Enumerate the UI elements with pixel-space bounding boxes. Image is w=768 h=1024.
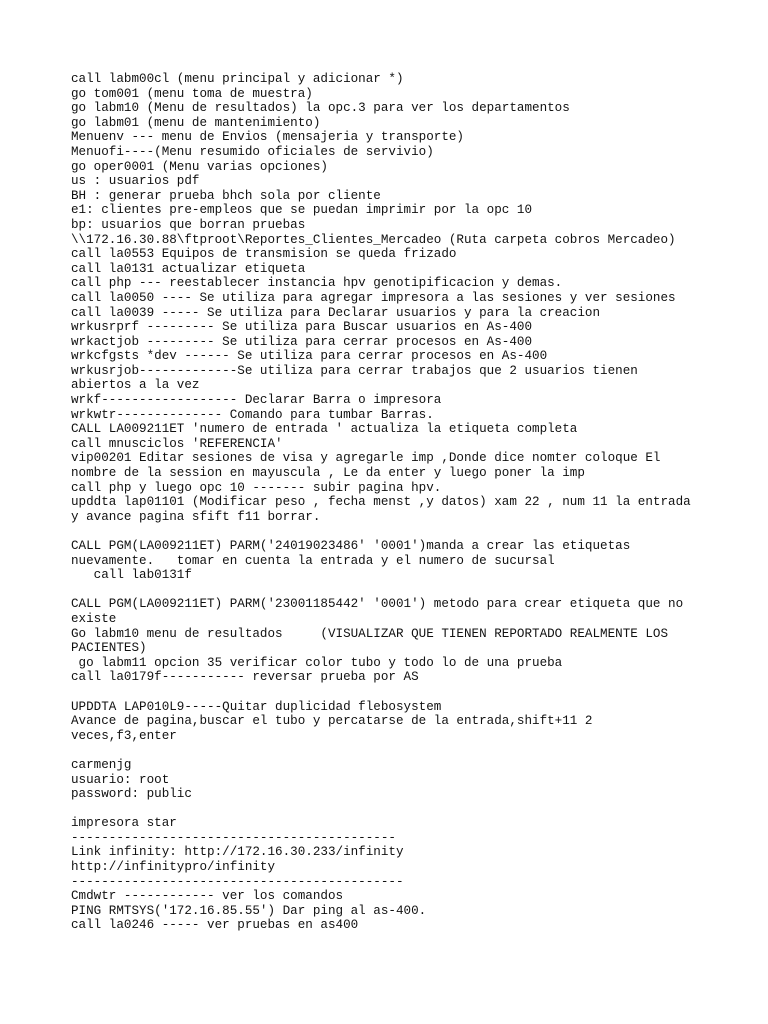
- text-line: PACIENTES): [71, 641, 147, 656]
- text-line: nombre de la session en mayuscula , Le da enter y luego poner la imp: [71, 466, 585, 481]
- text-line: go oper0001 (Menu varias opciones): [71, 159, 328, 174]
- text-line: call mnusciclos 'REFERENCIA': [71, 436, 283, 451]
- text-line: wrkf------------------ Declarar Barra o impresora: [71, 393, 442, 408]
- text-line: Avance de pagina,buscar el tubo y percatarse de la entrada,shift+11 2: [71, 714, 593, 729]
- text-line: CALL LA009211ET 'numero de entrada ' actualiza la etiqueta completa: [71, 422, 578, 437]
- document-page: [71, 72, 751, 933]
- text-line: veces,f3,enter: [71, 728, 177, 743]
- text-line: CALL PGM(LA009211ET) PARM('24019023486' '0001')manda a crear las etiquetas: [71, 539, 631, 553]
- separator-line: --------------------------------------------: [71, 874, 404, 889]
- text-line: existe: [71, 611, 117, 626]
- text-line: wrkactjob --------- Se utiliza para cerrar procesos en As-400: [71, 334, 533, 349]
- text-line: \\172.16.30.88\ftproot\Reportes_Clientes_Mercadeo (Ruta carpeta cobros Mercadeo): [71, 232, 676, 247]
- text-line: call la0246 ----- ver pruebas en as400: [71, 918, 359, 933]
- text-line: bp: usuarios que borran pruebas: [71, 217, 306, 232]
- text-line: call la0179f----------- reversar prueba por AS: [71, 670, 419, 685]
- text-line: call la0050 ---- Se utiliza para agregar impresora a las sesiones y ver sesiones: [71, 290, 676, 305]
- text-line: call php --- reestablecer instancia hpv genotipificacion y demas.: [71, 276, 563, 291]
- text-line: call php y luego opc 10 ------- subir pagina hpv.: [71, 480, 442, 495]
- blank-line: [71, 583, 751, 598]
- blank-line: [71, 524, 751, 539]
- blank-line: [71, 802, 751, 817]
- text-line: wrkusrprf --------- Se utiliza para Buscar usuarios en As-400: [71, 320, 533, 335]
- text-line: go labm10 (Menu de resultados) la opc.3 para ver los departamentos: [71, 101, 570, 116]
- text-line: go tom001 (menu toma de muestra): [71, 86, 313, 101]
- text-line: Link infinity: http://172.16.30.233/infinity: [71, 845, 404, 860]
- text-line: vip00201 Editar sesiones de visa y agregarle imp ,Donde dice nomter coloque El: [71, 451, 661, 466]
- text-line: wrkusrjob-------------Se utiliza para cerrar trabajos que 2 usuarios tienen: [71, 363, 638, 378]
- text-line: usuario: root: [71, 772, 170, 787]
- text-line: call labm00cl (menu principal y adicionar *): [71, 72, 404, 86]
- text-line: call la0553 Equipos de transmision se queda frizado: [71, 247, 457, 262]
- text-line: call la0039 ----- Se utiliza para Declarar usuarios y para la creacion: [71, 305, 601, 320]
- separator-line: -------------------------------------------: [71, 830, 396, 845]
- text-line: impresora star: [71, 816, 177, 831]
- text-line: wrkcfgsts *dev ------ Se utiliza para cerrar procesos en As-400: [71, 349, 548, 364]
- text-line: Menuofi----(Menu resumido oficiales de servivio): [71, 144, 434, 159]
- text-line: abiertos a la vez: [71, 378, 200, 393]
- text-line: Menuenv --- menu de Envios (mensajeria y transporte): [71, 130, 464, 145]
- text-line: upddta lap01101 (Modificar peso , fecha menst ,y datos) xam 22 , num 11 la entrada: [71, 495, 691, 510]
- text-line: http://infinitypro/infinity: [71, 860, 276, 875]
- text-line: Go labm10 menu de resultados (VISUALIZAR QUE TIENEN REPORTADO REALMENTE LOS: [71, 626, 669, 641]
- text-line: PING RMTSYS('172.16.85.55') Dar ping al as-400.: [71, 903, 427, 918]
- text-line: y avance pagina sfift f11 borrar.: [71, 509, 321, 524]
- text-line: go labm01 (menu de mantenimiento): [71, 115, 321, 130]
- text-line: CALL PGM(LA009211ET) PARM('23001185442' '0001') metodo para crear etiqueta que no: [71, 597, 684, 612]
- text-line: Cmdwtr ------------ ver los comandos: [71, 889, 344, 904]
- text-line: wrkwtr-------------- Comando para tumbar Barras.: [71, 407, 434, 422]
- text-line: carmenjg: [71, 757, 132, 772]
- text-line: password: public: [71, 787, 192, 802]
- blank-line: [71, 743, 751, 758]
- text-line: nuevamente. tomar en cuenta la entrada y el numero de sucursal: [71, 553, 555, 568]
- text-line: us : usuarios pdf: [71, 174, 200, 189]
- text-line: call lab0131f: [71, 568, 192, 583]
- blank-line: [71, 685, 751, 700]
- text-line: BH : generar prueba bhch sola por cliente: [71, 188, 381, 203]
- text-line: go labm11 opcion 35 verificar color tubo y todo lo de una prueba: [71, 655, 563, 670]
- text-line: e1: clientes pre-empleos que se puedan imprimir por la opc 10: [71, 203, 533, 218]
- text-line: call la0131 actualizar etiqueta: [71, 261, 306, 276]
- text-line: UPDDTA LAP010L9-----Quitar duplicidad flebosystem: [71, 699, 442, 714]
